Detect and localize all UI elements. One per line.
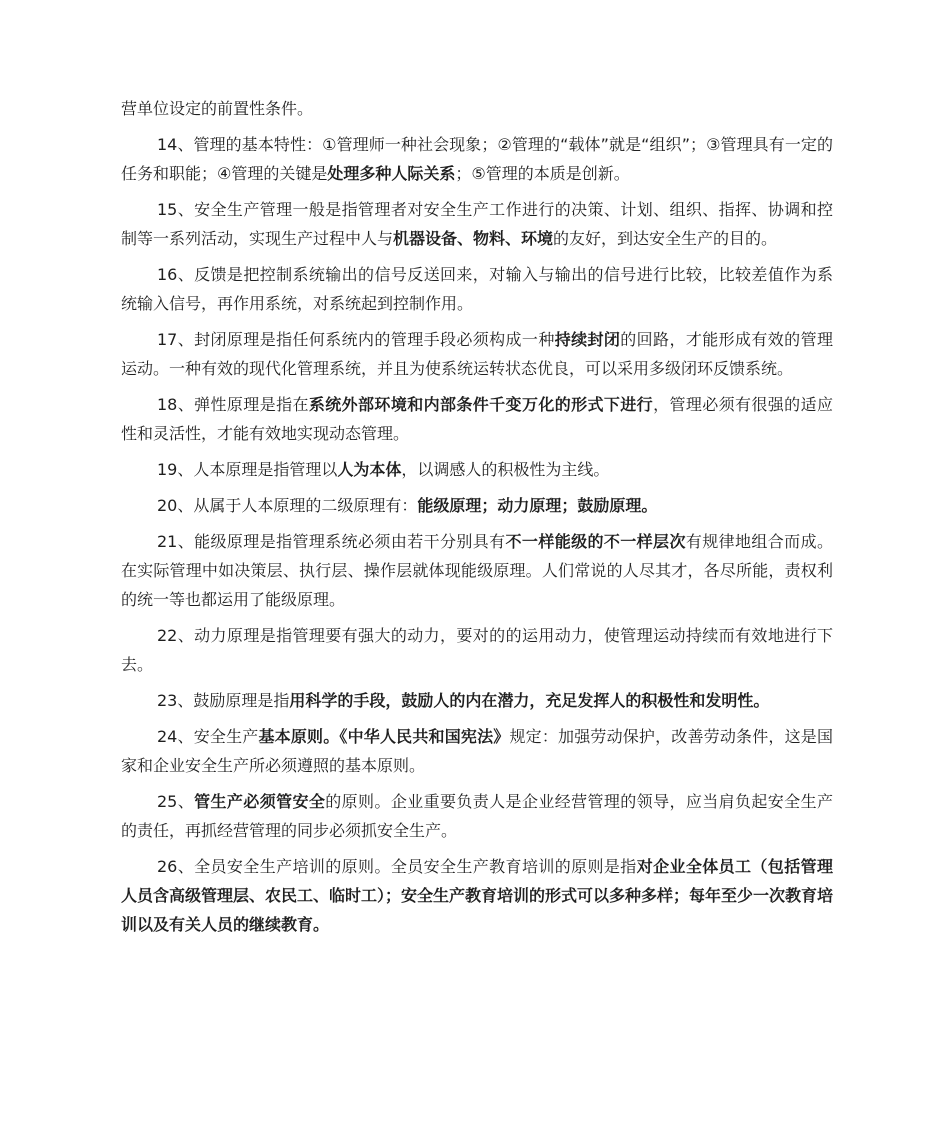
text-run: 19、人本原理是指管理以 [157,460,338,479]
text-run: 16、反馈是把控制系统输出的信号反送回来，对输入与输出的信号进行比较，比较差值作为系统输入信号，再作用系统，对系统起到控制作用。 [121,265,833,313]
text-run: 规定：加强劳动保护，改善劳动条件，这是国家和企业安全生产所必须遵照的基本原则。 [121,727,833,775]
document-page [121,94,833,946]
paragraph-16 [121,260,833,318]
text-run: 14、管理的基本特性：①管理师一种社会现象；②管理的“载体”就是“组织”；③管理具有一定的任务和职能；④管理的关键是 [121,135,833,183]
text-run: ，管理必须有很强的适应性和灵活性，才能有效地实现动态管理。 [121,395,833,443]
bold-text-run: 机器设备、物料、环境 [393,229,554,248]
text-run: 25、 [157,792,195,811]
text-run: 26、全员安全生产培训的原则。全员安全生产教育培训的原则是指 [157,857,637,876]
bold-text-run: 系统外部环境和内部条件千变万化的形式下进行 [308,395,654,414]
paragraph-21 [121,527,833,614]
text-run: 23、鼓励原理是指 [157,691,290,710]
bold-text-run: 处理多种人际关系 [327,164,456,183]
text-run: 15、安全生产管理一般是指管理者对安全生产工作进行的决策、计划、组织、指挥、协调和控制等一系列活动，实现生产过程中人与 [121,200,833,248]
bold-text-run: 人为本体 [337,460,402,479]
text-run: 有规律地组合而成。在实际管理中如决策层、执行层、操作层就体现能级原理。人们常说的人尽其才，各尽所能，责权利的统一等也都运用了能级原理。 [121,532,833,609]
paragraph-25 [121,787,833,845]
paragraph-22 [121,621,833,679]
text-run: 的原则。企业重要负责人是企业经营管理的领导，应当肩负起安全生产的责任，再抓经营管理的同步必须抓安全生产。 [121,792,833,840]
text-run: 20、从属于人本原理的二级原理有： [157,496,418,515]
paragraph-19 [121,455,833,484]
text-run: 的回路，才能形成有效的管理运动。一种有效的现代化管理系统，并且为使系统运转状态优良，可以采用多级闭环反馈系统。 [121,330,833,378]
paragraph-24 [121,722,833,780]
text-run: 的友好，到达安全生产的目的。 [553,229,778,248]
paragraph-17 [121,325,833,383]
bold-text-run: 基本原则。《中华人民共和国宪法》 [258,727,510,746]
bold-text-run: 能级原理；动力原理；鼓励原理。 [417,496,658,515]
text-run: 22、动力原理是指管理要有强大的动力，要对的的运用动力，使管理运动持续而有效地进行下去。 [121,626,833,674]
paragraph-15 [121,195,833,253]
text-run: ，以调感人的积极性为主线。 [401,460,610,479]
text-run: 24、安全生产 [157,727,259,746]
paragraph-20 [121,491,833,520]
text-run: 18、弹性原理是指在 [157,395,309,414]
text-run: ；⑤管理的本质是创新。 [455,164,630,183]
bold-text-run: 用科学的手段，鼓励人的内在潜力，充足发挥人的积极性和发明性。 [289,691,770,710]
bold-text-run: 不一样能级的不一样层次 [505,532,686,551]
paragraph-23 [121,686,833,715]
paragraph-0 [121,94,833,123]
paragraph-18 [121,390,833,448]
bold-text-run: 管生产必须管安全 [194,792,326,811]
text-run: 营单位设定的前置性条件。 [121,99,314,118]
text-run: 17、封闭原理是指任何系统内的管理手段必须构成一种 [157,330,555,349]
paragraph-26 [121,852,833,939]
bold-text-run: 持续封闭 [554,330,621,349]
paragraph-14 [121,130,833,188]
text-run: 21、能级原理是指管理系统必须由若干分别具有 [157,532,506,551]
bold-text-run: 对企业全体员工（包括管理人员含高级管理层、农民工、临时工）；安全生产教育培训的形式可以多种多样；每年至少一次教育培训以及有关人员的继续教育。 [121,857,834,934]
